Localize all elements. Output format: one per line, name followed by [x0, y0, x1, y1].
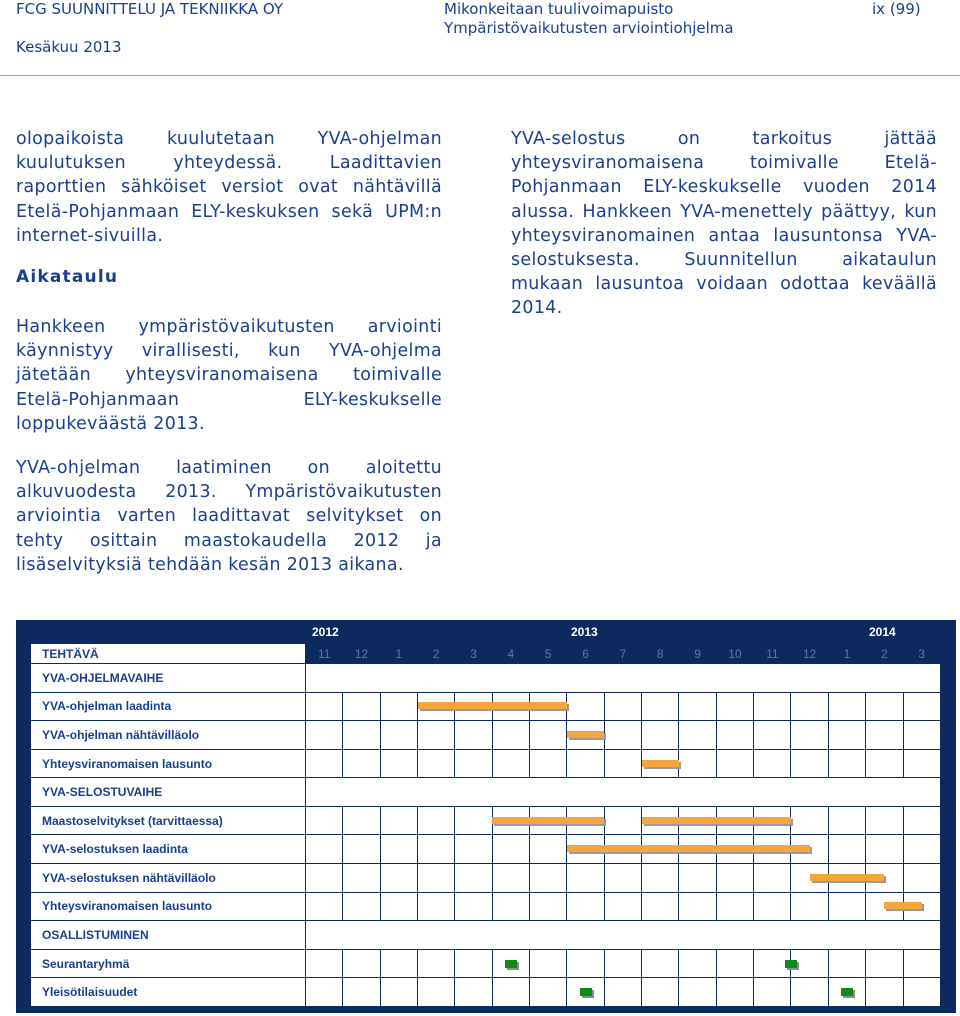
month-cell [679, 749, 716, 778]
right-text: YVA-selostus on tarkoitus jättää yhteysviranomaisena toimivalle Etelä-Pohjanmaan ELY-keskukselle vuoden 2014 alussa. Hankkeen YVA-menettely päättyy, kun yhteysviranomainen antaa lausuntonsa YVA-selostuksesta. Suunnitellun aikataulun mukaan lausuntoa voidaan odottaa keväällä 2014. [511, 129, 937, 319]
month-cell [791, 892, 828, 921]
month-header: 6 [567, 644, 604, 664]
month-cell [567, 692, 604, 721]
month-cell [380, 721, 417, 750]
year-label-2012: 2012 [312, 625, 339, 639]
phase-row [31, 664, 941, 693]
month-header: 12 [791, 644, 828, 664]
month-cell [679, 978, 716, 1007]
month-cell [306, 978, 343, 1007]
schedule-bar [642, 760, 679, 767]
month-cell [343, 806, 380, 835]
month-cell [642, 978, 679, 1007]
month-header: 9 [679, 644, 716, 664]
month-cell [754, 864, 791, 893]
month-cell [716, 749, 753, 778]
task-label: OSALLISTUMINEN [31, 921, 306, 950]
phase-row [31, 921, 941, 950]
month-cell [343, 892, 380, 921]
month-cell [903, 835, 940, 864]
intro-text: olopaikoista kuulutetaan YVA-ohjelman kuulutuksen yhteydessä. Laadittavien raporttien sähköiset versiot ovat nähtävillä Etelä-Pohjanmaan ELY-keskuksen sekä UPM:n internet-sivuilla. [16, 129, 442, 246]
month-cell [380, 864, 417, 893]
task-label: Yhteysviranomaisen lausunto [31, 749, 306, 778]
month-cell [492, 835, 529, 864]
month-cell [380, 835, 417, 864]
task-label: YVA-ohjelman nähtävilläolo [31, 721, 306, 750]
month-header: 8 [642, 644, 679, 664]
month-cell [903, 949, 940, 978]
month-cell [828, 749, 865, 778]
month-header: 1 [380, 644, 417, 664]
event-marker [505, 960, 517, 968]
month-cell [418, 721, 455, 750]
month-cell [492, 978, 529, 1007]
document-date: Kesäkuu 2013 [16, 38, 122, 56]
event-marker [785, 960, 797, 968]
month-cell [828, 835, 865, 864]
month-cell [903, 806, 940, 835]
task-row [31, 892, 941, 921]
phase-spacer [306, 921, 941, 950]
month-cell [418, 892, 455, 921]
month-cell [642, 949, 679, 978]
intro-paragraph [16, 127, 442, 248]
task-label: YVA-OHJELMAVAIHE [31, 664, 306, 693]
phase-spacer [306, 778, 941, 807]
month-cell [828, 949, 865, 978]
page-number: ix (99) [872, 0, 921, 18]
month-cell [716, 721, 753, 750]
month-cell [903, 978, 940, 1007]
month-cell [343, 692, 380, 721]
month-cell [754, 978, 791, 1007]
month-cell [418, 835, 455, 864]
company-name: FCG SUUNNITTELU JA TEKNIIKKA OY [16, 0, 284, 18]
month-cell [604, 749, 641, 778]
task-label: YVA-SELOSTUVAIHE [31, 778, 306, 807]
month-cell [866, 749, 903, 778]
phase-spacer [306, 664, 941, 693]
document-title: Ympäristövaikutusten arviointiohjelma [444, 19, 734, 37]
month-cell [306, 749, 343, 778]
schedule-text-2: YVA-ohjelman laatiminen on aloitettu alkuvuodesta 2013. Ympäristövaikutusten arviointia varten laadittavat selvitykset on tehty osittain maastokaudella 2012 ja lisäselvityksiä tehdään kesän 2013 aikana. [16, 458, 442, 575]
month-cell [866, 978, 903, 1007]
month-cell [754, 721, 791, 750]
month-cell [903, 864, 940, 893]
month-cell [791, 978, 828, 1007]
month-cell [306, 692, 343, 721]
month-header: 5 [530, 644, 567, 664]
month-cell [791, 806, 828, 835]
month-header: 4 [492, 644, 529, 664]
month-cell [642, 721, 679, 750]
task-label: YVA-ohjelman laadinta [31, 692, 306, 721]
month-cell [567, 864, 604, 893]
month-header: 2 [418, 644, 455, 664]
month-cell [343, 721, 380, 750]
month-cell [306, 835, 343, 864]
month-cell [716, 892, 753, 921]
month-cell [418, 864, 455, 893]
month-cell [418, 949, 455, 978]
task-label: YVA-selostuksen laadinta [31, 835, 306, 864]
month-header: 2 [866, 644, 903, 664]
month-cell [306, 949, 343, 978]
month-cell [530, 835, 567, 864]
month-cell [455, 806, 492, 835]
month-header: 3 [903, 644, 940, 664]
month-cell [492, 864, 529, 893]
year-label-2013: 2013 [571, 625, 598, 639]
month-cell [866, 835, 903, 864]
event-marker [841, 988, 853, 996]
month-header: 11 [754, 644, 791, 664]
project-name: Mikonkeitaan tuulivoimapuisto [444, 0, 674, 18]
month-header: 1 [828, 644, 865, 664]
month-cell [754, 692, 791, 721]
month-cell [492, 721, 529, 750]
month-cell [380, 692, 417, 721]
schedule-paragraph-1 [16, 315, 442, 436]
month-cell [530, 749, 567, 778]
month-cell [306, 892, 343, 921]
month-cell [679, 864, 716, 893]
month-cell [828, 721, 865, 750]
month-cell [642, 892, 679, 921]
month-cell [455, 892, 492, 921]
month-cell [455, 835, 492, 864]
task-label: Maastoselvitykset (tarvittaessa) [31, 806, 306, 835]
month-cell [716, 978, 753, 1007]
month-cell [604, 949, 641, 978]
schedule-bar [567, 845, 810, 852]
month-cell [828, 806, 865, 835]
month-cell [679, 692, 716, 721]
month-cell [716, 692, 753, 721]
month-cell [604, 864, 641, 893]
task-row [31, 721, 941, 750]
schedule-text-1: Hankkeen ympäristövaikutusten arviointi käynnistyy virallisesti, kun YVA-ohjelma jätetään yhteysviranomaisena toimivalle Etelä-Pohjanmaan ELY-keskukselle loppukeväästä 2013. [16, 317, 442, 434]
month-cell [306, 721, 343, 750]
month-cell [642, 692, 679, 721]
event-marker [580, 988, 592, 996]
month-cell [455, 721, 492, 750]
month-cell [567, 749, 604, 778]
month-cell [380, 949, 417, 978]
month-cell [306, 806, 343, 835]
month-cell [754, 749, 791, 778]
task-column-header: TEHTÄVÄ [31, 644, 306, 664]
month-header: 3 [455, 644, 492, 664]
task-label: YVA-selostuksen nähtävilläolo [31, 864, 306, 893]
month-cell [791, 721, 828, 750]
month-cell [903, 692, 940, 721]
month-cell [418, 749, 455, 778]
month-cell [604, 892, 641, 921]
month-header: 10 [716, 644, 753, 664]
month-cell [903, 721, 940, 750]
month-cell [642, 864, 679, 893]
month-cell [418, 978, 455, 1007]
month-cell [604, 721, 641, 750]
month-cell [567, 949, 604, 978]
month-cell [866, 806, 903, 835]
schedule-heading: Aikataulu [16, 267, 119, 287]
month-cell [716, 864, 753, 893]
month-cell [455, 949, 492, 978]
month-cell [530, 721, 567, 750]
month-cell [455, 864, 492, 893]
month-cell [903, 749, 940, 778]
task-row [31, 864, 941, 893]
month-header: 11 [306, 644, 343, 664]
month-cell [380, 892, 417, 921]
month-cell [343, 949, 380, 978]
month-cell [754, 892, 791, 921]
schedule-table [30, 643, 941, 1007]
year-label-2014: 2014 [869, 625, 896, 639]
schedule-bar [884, 902, 921, 909]
month-cell [343, 864, 380, 893]
month-cell [866, 721, 903, 750]
schedule-paragraph-2 [16, 456, 442, 577]
task-label: Yhteysviranomaisen lausunto [31, 892, 306, 921]
month-cell [866, 949, 903, 978]
month-cell [604, 692, 641, 721]
month-cell [604, 978, 641, 1007]
month-cell [380, 978, 417, 1007]
month-cell [343, 835, 380, 864]
schedule-bar [810, 874, 885, 881]
schedule-bar [418, 702, 567, 709]
month-cell [455, 749, 492, 778]
task-row [31, 749, 941, 778]
task-row [31, 806, 941, 835]
month-cell [418, 806, 455, 835]
month-cell [343, 749, 380, 778]
month-cell [343, 978, 380, 1007]
month-cell [530, 978, 567, 1007]
month-cell [567, 892, 604, 921]
task-row [31, 978, 941, 1007]
month-cell [492, 892, 529, 921]
month-cell [828, 692, 865, 721]
schedule-bar [567, 731, 604, 738]
month-cell [679, 721, 716, 750]
month-cell [380, 749, 417, 778]
right-paragraph [511, 127, 937, 321]
month-cell [492, 749, 529, 778]
month-cell [679, 949, 716, 978]
header-divider [0, 75, 960, 76]
month-header: 12 [343, 644, 380, 664]
month-cell [380, 806, 417, 835]
schedule-bar [492, 817, 604, 824]
month-cell [716, 949, 753, 978]
task-row [31, 949, 941, 978]
month-cell [530, 892, 567, 921]
month-cell [866, 692, 903, 721]
month-cell [455, 978, 492, 1007]
month-cell [791, 692, 828, 721]
phase-row [31, 778, 941, 807]
month-cell [791, 749, 828, 778]
task-label: Yleisötilaisuudet [31, 978, 306, 1007]
month-cell [530, 864, 567, 893]
month-cell [679, 892, 716, 921]
month-cell [306, 864, 343, 893]
schedule-gantt-chart [16, 620, 956, 1013]
month-cell [604, 806, 641, 835]
month-header: 7 [604, 644, 641, 664]
month-cell [828, 892, 865, 921]
schedule-bar [642, 817, 791, 824]
task-label: Seurantaryhmä [31, 949, 306, 978]
month-cell [530, 949, 567, 978]
